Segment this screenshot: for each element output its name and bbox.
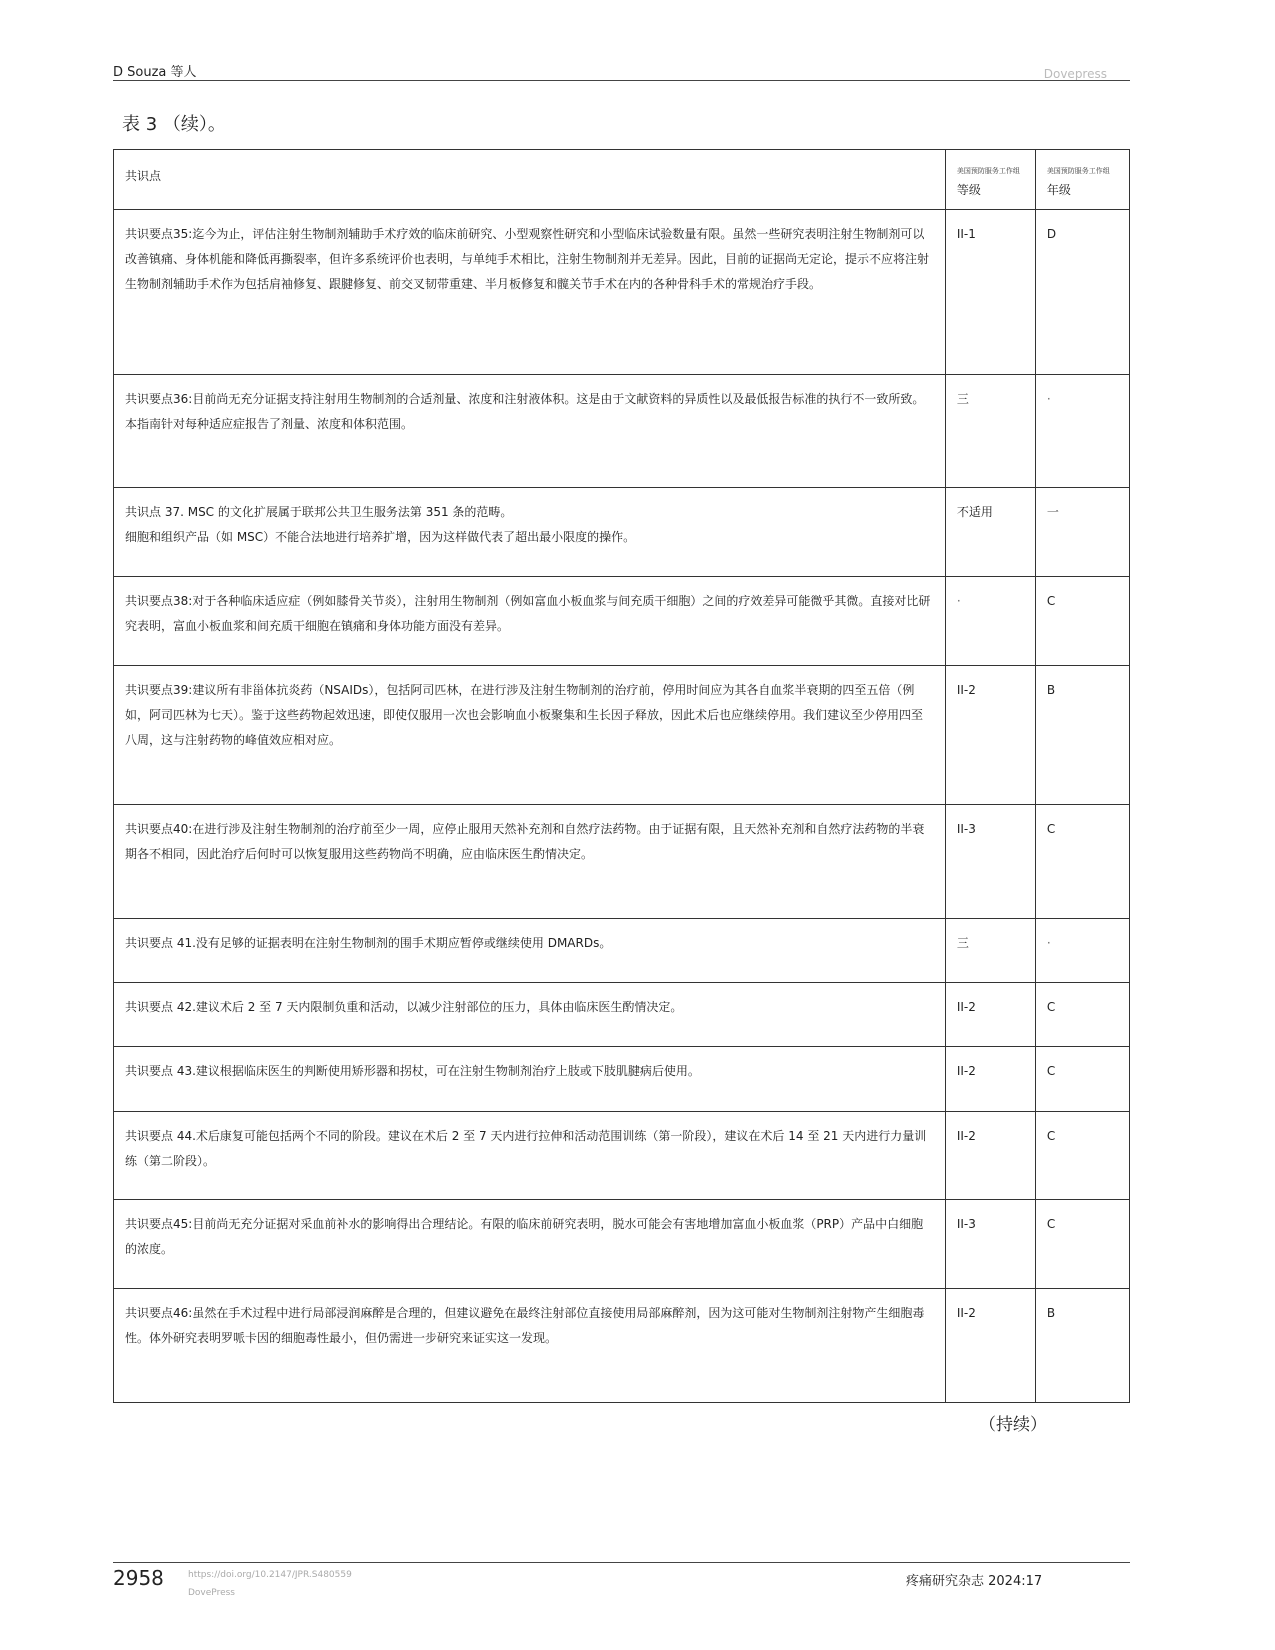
footer-divider <box>113 1562 1130 1563</box>
table-row <box>114 1289 1130 1403</box>
doi-link[interactable]: https://doi.org/10.2147/JPR.S480559 <box>188 1570 352 1580</box>
level-cell: D <box>1035 210 1129 375</box>
grade-cell: II-2 <box>945 665 1035 804</box>
table-row <box>114 665 1130 804</box>
level-cell: C <box>1035 1200 1129 1289</box>
page-number: 2958 <box>113 1566 164 1590</box>
column-header-grade <box>945 150 1035 210</box>
statement-cell: 共识要点40:在进行涉及注射生物制剂的治疗前至少一周，应停止服用天然补充剂和自然疗法药物。由于证据有限，且天然补充剂和自然疗法药物的半衰期各不相同，因此治疗后何时可以恢复服用这些药物尚不明确，应由临床医生酌情决定。 <box>114 804 946 918</box>
table-caption: 表 3 （续）。 <box>122 114 226 135</box>
level-cell: C <box>1035 1111 1129 1200</box>
column-header-grade-label: 等级 <box>956 183 981 197</box>
column-header-level <box>1035 150 1129 210</box>
column-header-level-label: 年级 <box>1046 183 1071 197</box>
running-header-publisher: Dovepress <box>1043 67 1107 81</box>
footer-publisher: DovePress <box>188 1588 235 1598</box>
level-cell: B <box>1035 1289 1129 1403</box>
statement-cell: 共识要点35:迄今为止，评估注射生物制剂辅助手术疗效的临床前研究、小型观察性研究和小型临床试验数量有限。虽然一些研究表明注射生物制剂可以改善镇痛、身体机能和降低再撕裂率，但许多系统评价也表明，与单纯手术相比，注射生物制剂并无差异。因此，目前的证据尚无定论，提示不应将注射生物制剂辅助手术作为包括肩袖修复、跟腱修复、前交叉韧带重建、半月板修复和髋关节手术在内的各种骨科手术的常规治疗手段。 <box>114 210 946 375</box>
level-cell: · <box>1035 918 1129 982</box>
column-header-statement-label: 共识点 <box>125 169 162 183</box>
level-cell: C <box>1035 1047 1129 1111</box>
grade-cell: · <box>945 577 1035 666</box>
grade-cell: II-2 <box>945 1289 1035 1403</box>
table-continued-note: （持续） <box>979 1415 1047 1435</box>
header-divider <box>113 80 1130 81</box>
statement-cell: 共识要点 43.建议根据临床医生的判断使用矫形器和拐杖，可在注射生物制剂治疗上肢或下肢肌腱病后使用。 <box>114 1047 946 1111</box>
level-cell: B <box>1035 665 1129 804</box>
table-row <box>114 804 1130 918</box>
table-header-row <box>114 150 1130 210</box>
table-row <box>114 1111 1130 1200</box>
grade-cell: 三 <box>945 374 1035 488</box>
table-row <box>114 577 1130 666</box>
statement-cell: 共识要点45:目前尚无充分证据对采血前补水的影响得出合理结论。有限的临床前研究表明，脱水可能会有害地增加富血小板血浆（PRP）产品中白细胞的浓度。 <box>114 1200 946 1289</box>
table-row <box>114 1200 1130 1289</box>
column-header-statement <box>114 150 946 210</box>
journal-citation: 疼痛研究杂志 2024:17 <box>906 1574 1043 1589</box>
grade-cell: II-1 <box>945 210 1035 375</box>
grade-cell: 不适用 <box>945 488 1035 577</box>
level-cell: 一 <box>1035 488 1129 577</box>
grade-cell: II-3 <box>945 804 1035 918</box>
consensus-table <box>113 149 1130 1403</box>
statement-cell: 共识要点 42.建议术后 2 至 7 天内限制负重和活动，以减少注射部位的压力，具体由临床医生酌情决定。 <box>114 983 946 1047</box>
level-cell: C <box>1035 804 1129 918</box>
statement-cell: 共识要点 44.术后康复可能包括两个不同的阶段。建议在术后 2 至 7 天内进行拉伸和活动范围训练（第一阶段），建议在术后 14 至 21 天内进行力量训练（第二阶段）。 <box>114 1111 946 1200</box>
grade-cell: II-2 <box>945 1111 1035 1200</box>
grade-cell: II-3 <box>945 1200 1035 1289</box>
table-row <box>114 488 1130 577</box>
statement-cell: 共识点 37. MSC 的文化扩展属于联邦公共卫生服务法第 351 条的范畴。 细胞和组织产品（如 MSC）不能合法地进行培养扩增，因为这样做代表了超出最小限度的操作。 <box>114 488 946 577</box>
statement-cell: 共识要点39:建议所有非甾体抗炎药（NSAIDs），包括阿司匹林，在进行涉及注射生物制剂的治疗前，停用时间应为其各自血浆半衰期的四至五倍（例如，阿司匹林为七天）。鉴于这些药物起效迅速，即使仅服用一次也会影响血小板聚集和生长因子释放，因此术后也应继续停用。我们建议至少停用四至八周，这与注射药物的峰值效应相对应。 <box>114 665 946 804</box>
table-row <box>114 1047 1130 1111</box>
statement-cell: 共识要点46:虽然在手术过程中进行局部浸润麻醉是合理的，但建议避免在最终注射部位直接使用局部麻醉剂，因为这可能对生物制剂注射物产生细胞毒性。体外研究表明罗哌卡因的细胞毒性最小，但仍需进一步研究来证实这一发现。 <box>114 1289 946 1403</box>
column-header-grade-source: 美国预防服务工作组 <box>956 167 1020 175</box>
grade-cell: 三 <box>945 918 1035 982</box>
statement-cell: 共识要点 41.没有足够的证据表明在注射生物制剂的围手术期应暂停或继续使用 DMARDs。 <box>114 918 946 982</box>
statement-cell: 共识要点38:对于各种临床适应症（例如膝骨关节炎），注射用生物制剂（例如富血小板血浆与间充质干细胞）之间的疗效差异可能微乎其微。直接对比研究表明，富血小板血浆和间充质干细胞在镇痛和身体功能方面没有差异。 <box>114 577 946 666</box>
table-row <box>114 374 1130 488</box>
table-row <box>114 918 1130 982</box>
table-row <box>114 983 1130 1047</box>
level-cell: C <box>1035 983 1129 1047</box>
statement-cell: 共识要点36:目前尚无充分证据支持注射用生物制剂的合适剂量、浓度和注射液体积。这是由于文献资料的异质性以及最低报告标准的执行不一致所致。本指南针对每种适应症报告了剂量、浓度和体积范围。 <box>114 374 946 488</box>
table-row <box>114 210 1130 375</box>
column-header-level-source: 美国预防服务工作组 <box>1046 167 1110 175</box>
grade-cell: II-2 <box>945 983 1035 1047</box>
level-cell: · <box>1035 374 1129 488</box>
grade-cell: II-2 <box>945 1047 1035 1111</box>
level-cell: C <box>1035 577 1129 666</box>
running-header-author: D Souza 等人 <box>113 65 197 80</box>
